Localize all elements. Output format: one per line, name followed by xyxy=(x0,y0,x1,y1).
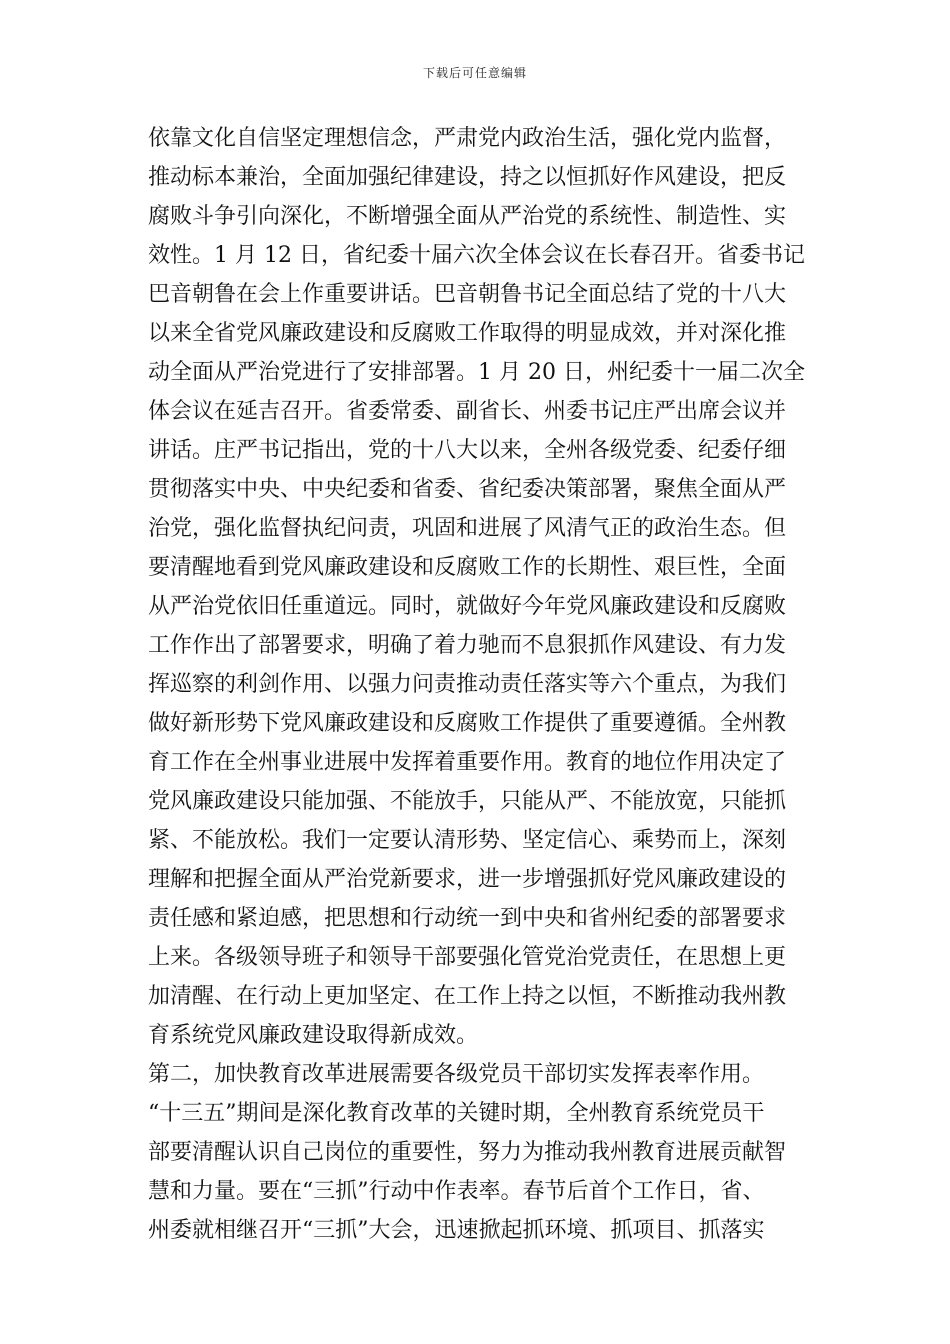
page-header: 下载后可任意编辑 xyxy=(422,66,527,80)
text-line: 州委就相继召开“三抓”大会，迅速掀起抓环境、抓项目、抓落实 xyxy=(148,1218,765,1243)
text-line: 巴音朝鲁在会上作重要讲话。巴音朝鲁书记全面总结了党的十八大 xyxy=(148,282,787,307)
text-line: 动全面从严治党进行了安排部署。1 月 20 日，州纪委十一届二次全 xyxy=(148,360,805,385)
section-heading-line: 第二，加快教育改革进展需要各级党员干部切实发挥表率作用。 xyxy=(148,1062,765,1087)
text-line: 腐败斗争引向深化，不断增强全面从严治党的系统性、制造性、实 xyxy=(148,204,787,229)
text-line: 挥巡察的利剑作用、以强力问责推动责任落实等六个重点，为我们 xyxy=(148,672,787,697)
text-line: 上来。各级领导班子和领导干部要强化管党治党责任，在思想上更 xyxy=(148,945,787,970)
text-line: 从严治党依旧任重道远。同时，就做好今年党风廉政建设和反腐败 xyxy=(148,594,787,619)
text-line: 体会议在延吉召开。省委常委、副省长、州委书记庄严出席会议并 xyxy=(148,399,787,424)
text-line: 育工作在全州事业进展中发挥着重要作用。教育的地位作用决定了 xyxy=(148,750,787,775)
text-line: 依靠文化自信坚定理想信念，严肃党内政治生活，强化党内监督， xyxy=(148,126,787,151)
text-line: 讲话。庄严书记指出，党的十八大以来，全州各级党委、纪委仔细 xyxy=(148,438,787,463)
text-line: 党风廉政建设只能加强、不能放手，只能从严、不能放宽，只能抓 xyxy=(148,789,787,814)
text-line: 责任感和紧迫感，把思想和行动统一到中央和省州纪委的部署要求 xyxy=(148,906,787,931)
text-line: 推动标本兼治，全面加强纪律建设，持之以恒抓好作风建设，把反 xyxy=(148,165,787,190)
text-line: 慧和力量。要在“三抓”行动中作表率。春节后首个工作日，省、 xyxy=(148,1179,765,1204)
text-line: 紧、不能放松。我们一定要认清形势、坚定信心、乘势而上，深刻 xyxy=(148,828,787,853)
text-line: 理解和把握全面从严治党新要求，进一步增强抓好党风廉政建设的 xyxy=(148,867,787,892)
text-line: 部要清醒认识自己岗位的重要性，努力为推动我州教育进展贡献智 xyxy=(148,1140,787,1165)
text-line: 贯彻落实中央、中央纪委和省委、省纪委决策部署，聚焦全面从严 xyxy=(148,477,787,502)
text-line: 育系统党风廉政建设取得新成效。 xyxy=(148,1023,479,1048)
text-line: 加清醒、在行动上更加坚定、在工作上持之以恒，不断推动我州教 xyxy=(148,984,787,1009)
text-line: 要清醒地看到党风廉政建设和反腐败工作的长期性、艰巨性，全面 xyxy=(148,555,787,580)
text-line: 工作作出了部署要求，明确了着力驰而不息狠抓作风建设、有力发 xyxy=(148,633,787,658)
text-line: 效性。1 月 12 日，省纪委十届六次全体会议在长春召开。省委书记 xyxy=(148,243,805,268)
text-line: “十三五”期间是深化教育改革的关键时期，全州教育系统党员干 xyxy=(148,1101,765,1126)
text-line: 做好新形势下党风廉政建设和反腐败工作提供了重要遵循。全州教 xyxy=(148,711,787,736)
text-line: 治党，强化监督执纪问责，巩固和进展了风清气正的政治生态。但 xyxy=(148,516,787,541)
text-line: 以来全省党风廉政建设和反腐败工作取得的明显成效，并对深化推 xyxy=(148,321,787,346)
